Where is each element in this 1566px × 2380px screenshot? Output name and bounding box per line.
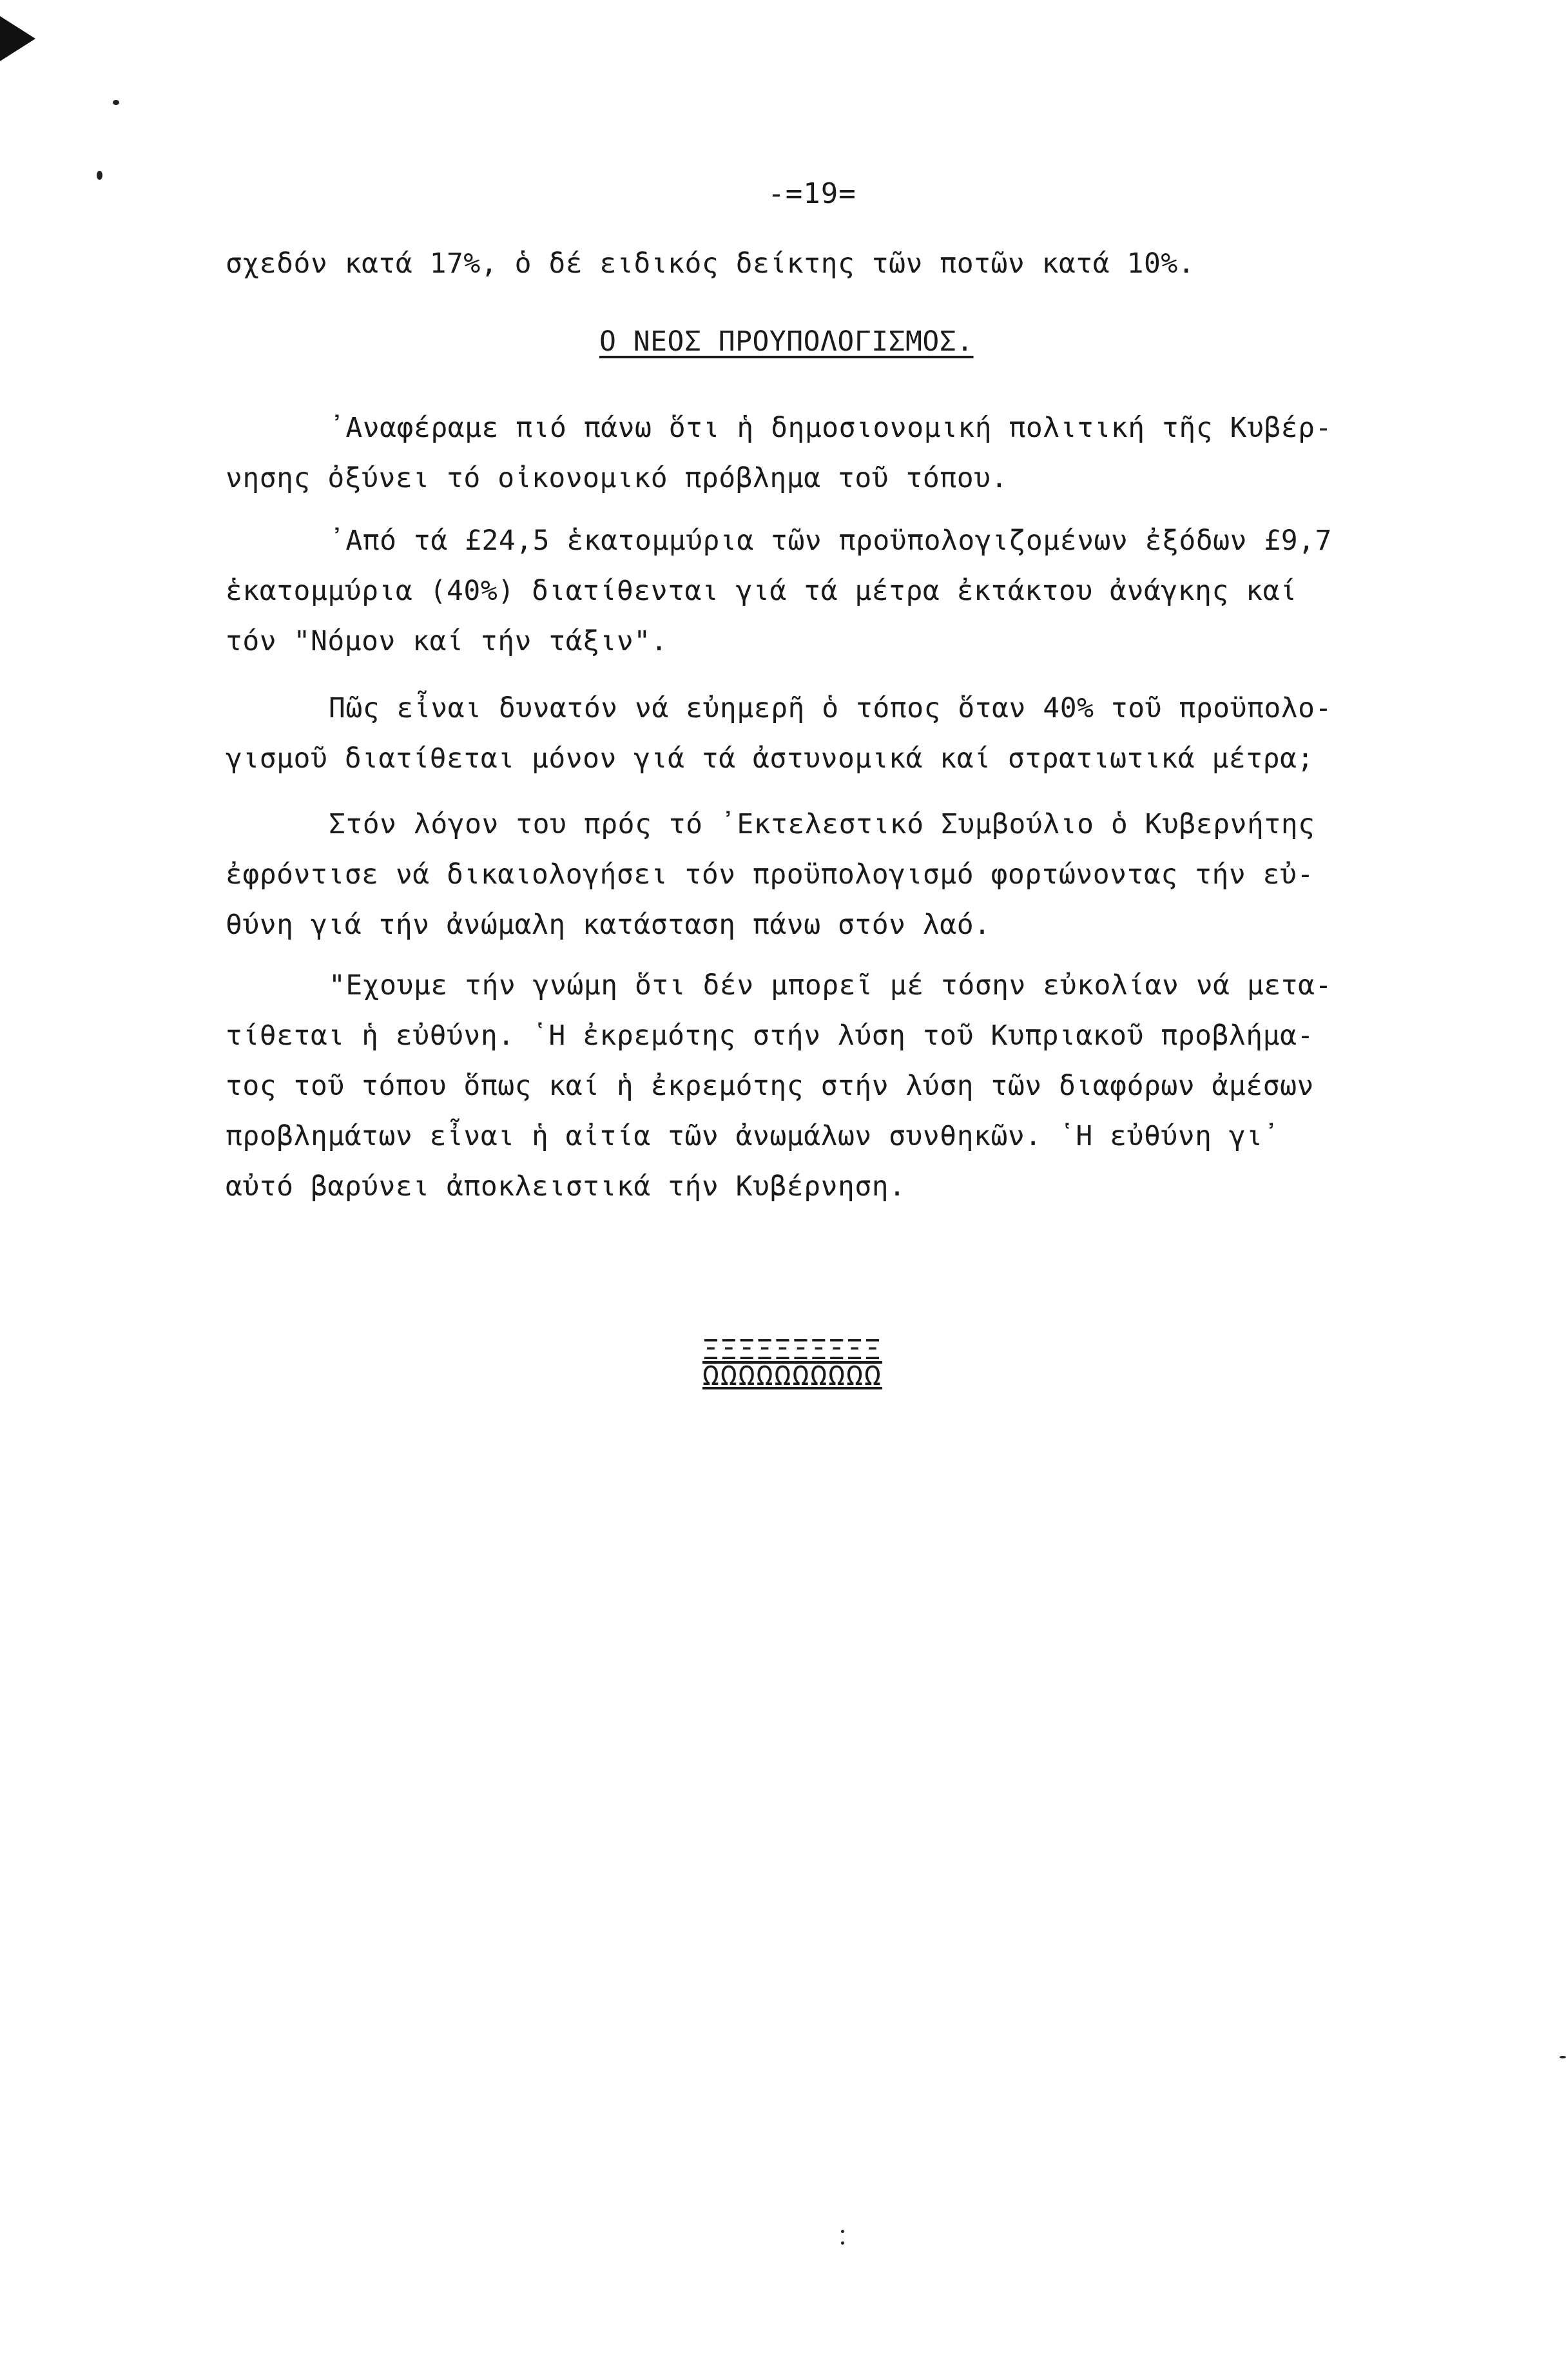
text-line: ἑκατομμύρια (40%) διατίθενται γιά τά μέτρα ἐκτάκτου ἀνάγκης καί: [226, 575, 1297, 607]
text-line: σχεδόν κατά 17%, ὁ δέ ειδικός δείκτης τῶν ποτῶν κατά 10%.: [226, 247, 1195, 280]
text-line: ἐφρόντισε νά δικαιολογήσει τόν προϋπολογισμό φορτώνοντας τήν εὐ-: [226, 858, 1314, 891]
text-line: τος τοῦ τόπου ὅπως καί ἡ ἐκρεμότης στήν λύση τῶν διαφόρων ἀμέσων: [226, 1070, 1314, 1102]
text-line: Πῶς εἶναι δυνατόν νά εὐημερῆ ὁ τόπος ὅταν 40% τοῦ προϋπολο-: [329, 692, 1332, 724]
paragraph-1: [226, 403, 1502, 503]
end-mark-top: ΞΞΞΞΞΞΞΞΞΞ: [702, 1334, 882, 1366]
text-line: γισμοῦ διατίθεται μόνον γιά τά ἀστυνομικά καί στρατιωτικά μέτρα;: [226, 742, 1314, 775]
paragraph-4: [226, 799, 1502, 950]
end-mark-bottom: ΩΩΩΩΩΩΩΩΩΩ: [702, 1360, 882, 1392]
scan-speck: [841, 2230, 844, 2233]
section-heading: Ο ΝΕΟΣ ΠΡΟΥΠΟΛΟΓΙΣΜΟΣ.: [599, 325, 974, 358]
scan-speck: [113, 100, 119, 105]
text-line: θύνη γιά τήν ἀνώμαλη κατάσταση πάνω στόν λαό.: [226, 909, 991, 941]
scan-edge-mark: [0, 16, 35, 61]
text-line: "Εχουμε τήν γνώμη ὅτι δέν μπορεῖ μέ τόσην εὐκολίαν νά μετα-: [329, 969, 1332, 1001]
text-line: Στόν λόγον του πρός τό ᾽Εκτελεστικό Συμβούλιο ὁ Κυβερνήτης: [329, 808, 1315, 840]
paragraph-3: [226, 683, 1502, 784]
scan-speck: [1560, 2056, 1566, 2058]
scan-speck: [97, 171, 102, 180]
end-of-section-mark: [702, 1334, 882, 1392]
text-line: ᾽Από τά £24,5 ἑκατομμύρια τῶν προϋπολογιζομένων ἐξόδων £9,7: [329, 525, 1332, 557]
page-number: -=19=: [768, 177, 856, 210]
text-line: προβλημάτων εἶναι ἡ αἰτία τῶν ἀνωμάλων συνθηκῶν. ῾Η εὐθύνη γι᾽: [226, 1120, 1281, 1152]
text-line: ᾽Αναφέραμε πιό πάνω ὅτι ἡ δημοσιονομική πολιτική τῆς Κυβέρ-: [329, 412, 1332, 444]
text-line: νησης ὀξύνει τό οἰκονομικό πρόβλημα τοῦ τόπου.: [226, 462, 1008, 494]
paragraph-5: [226, 960, 1502, 1212]
intro-line: [226, 238, 1502, 289]
text-line: αὐτό βαρύνει ἀποκλειστικά τήν Κυβέρνηση.: [226, 1170, 906, 1203]
paragraph-2: [226, 516, 1502, 666]
text-line: τίθεται ἡ εὐθύνη. ῾Η ἐκρεμότης στήν λύση τοῦ Κυπριακοῦ προβλήμα-: [226, 1020, 1314, 1052]
scan-speck: [841, 2241, 844, 2245]
text-line: τόν "Νόμον καί τήν τάξιν".: [226, 625, 668, 657]
